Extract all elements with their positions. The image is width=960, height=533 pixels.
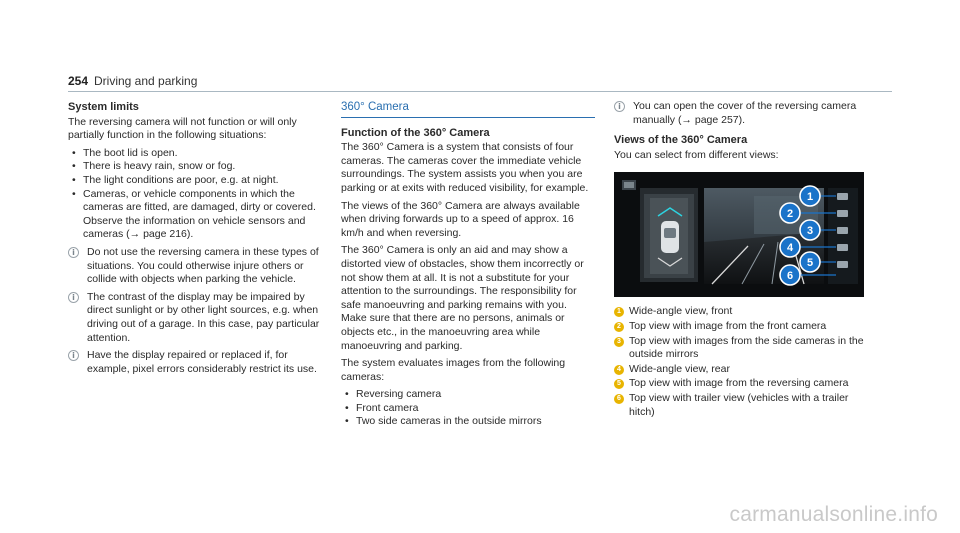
- paragraph: The 360° Camera is only an aid and may show a distorted view of obstacles, show them incorrectly or not show them at all. It is not a substitute for your attention to the surroundings. The responsibility for safe manoeuvring and parking remains with you. Make sure that there are no persons, animals or objects etc., in the manoeuvring area while manoeuvring and parking.: [341, 244, 584, 352]
- legend-number: 5: [614, 379, 624, 389]
- info-icon: i: [68, 292, 79, 303]
- list-item: [614, 335, 868, 362]
- list-item: [614, 392, 868, 419]
- list-item: • Cameras, or vehicle components in which the cameras are fitted, are damaged, dirty or covered. Observe the information on vehicle sensors and cameras (→ page 216).: [68, 188, 320, 242]
- legend-number: 3: [614, 337, 624, 347]
- camera-section-title: 360° Camera: [341, 101, 595, 118]
- paragraph: The 360° Camera is a system that consists of four cameras. The cameras cover the immediate vehicle surroundings. The system assists you when you are parking or at exits with reduced visibility, for example.: [341, 141, 589, 194]
- info-icon: i: [614, 101, 625, 112]
- callout-1: 1: [806, 191, 814, 204]
- list-item: • The light conditions are poor, e.g. at night.: [68, 174, 320, 188]
- callout-3: 3: [806, 225, 814, 238]
- views-heading: Views of the 360° Camera: [614, 134, 748, 147]
- callout-4: 4: [786, 242, 794, 255]
- note: [68, 246, 320, 287]
- list-item: • Reversing camera: [341, 388, 595, 402]
- list-item: • The boot lid is open.: [68, 147, 320, 161]
- callout-6: 6: [786, 270, 794, 283]
- note-text: Have the display repaired or replaced if, for example, pixel errors considerably restrict its use.: [87, 349, 317, 375]
- list-item: [614, 320, 868, 334]
- legend-text: Top view with images from the side cameras in the outside mirrors: [629, 334, 864, 361]
- legend-number: 6: [614, 394, 624, 404]
- note: [68, 349, 320, 376]
- list-item: [614, 377, 868, 391]
- list-item: [614, 305, 868, 319]
- system-limits-heading: System limits: [68, 101, 139, 113]
- legend-number: 2: [614, 322, 624, 332]
- callout-2: 2: [786, 208, 794, 221]
- paragraph: The system evaluates images from the following cameras:: [341, 357, 566, 383]
- views-intro: You can select from different views:: [614, 148, 779, 161]
- legend-text: Wide-angle view, front: [629, 305, 733, 318]
- legend-text: Top view with image from the front camera: [629, 319, 827, 332]
- note-text: The contrast of the display may be impaired by direct sunlight or by other light sources, e.g. when driving out of a garage. In this case, pay particular attention.: [87, 290, 320, 344]
- page-number: 254: [68, 74, 89, 88]
- note: [68, 291, 320, 345]
- function-heading: Function of the 360° Camera: [341, 126, 490, 139]
- watermark: carmanualsonline.info: [729, 503, 938, 526]
- note: [614, 100, 868, 127]
- note-text: You can open the cover of the reversing camera manually (→ page 257).: [633, 100, 857, 126]
- camera-display-illustration: [614, 172, 864, 297]
- info-icon: i: [68, 247, 79, 258]
- legend-text: Top view with trailer view (vehicles with a trailer hitch): [629, 391, 849, 418]
- section-title: Driving and parking: [94, 74, 198, 88]
- page-header: [68, 72, 892, 92]
- note-text: Do not use the reversing camera in these types of situations. You could otherwise injure others or collide with objects when parking the vehicle.: [87, 245, 319, 286]
- legend-number: 4: [614, 365, 624, 375]
- list-item: [614, 363, 868, 377]
- column-system-limits: [68, 100, 320, 380]
- camera-display-figure: [614, 172, 864, 297]
- camera-list: [341, 388, 595, 429]
- callout-5: 5: [806, 257, 814, 270]
- limits-list: [68, 147, 320, 242]
- legend-text: Top view with image from the reversing camera: [629, 377, 849, 390]
- column-360-camera: [341, 100, 595, 433]
- legend-number: 1: [614, 307, 624, 317]
- info-icon: i: [68, 350, 79, 361]
- paragraph: The views of the 360° Camera are always available when driving forwards up to a speed of approx. 16 km/h and when reversing.: [341, 199, 580, 239]
- list-item: • There is heavy rain, snow or fog.: [68, 160, 320, 174]
- legend-text: Wide-angle view, rear: [629, 362, 730, 375]
- list-item: • Front camera: [341, 402, 595, 416]
- column-views: [614, 100, 868, 420]
- system-limits-intro: The reversing camera will not function or will only partially function in the following situations:: [68, 115, 297, 142]
- list-item: • Two side cameras in the outside mirrors: [341, 415, 595, 429]
- views-legend: [614, 305, 868, 419]
